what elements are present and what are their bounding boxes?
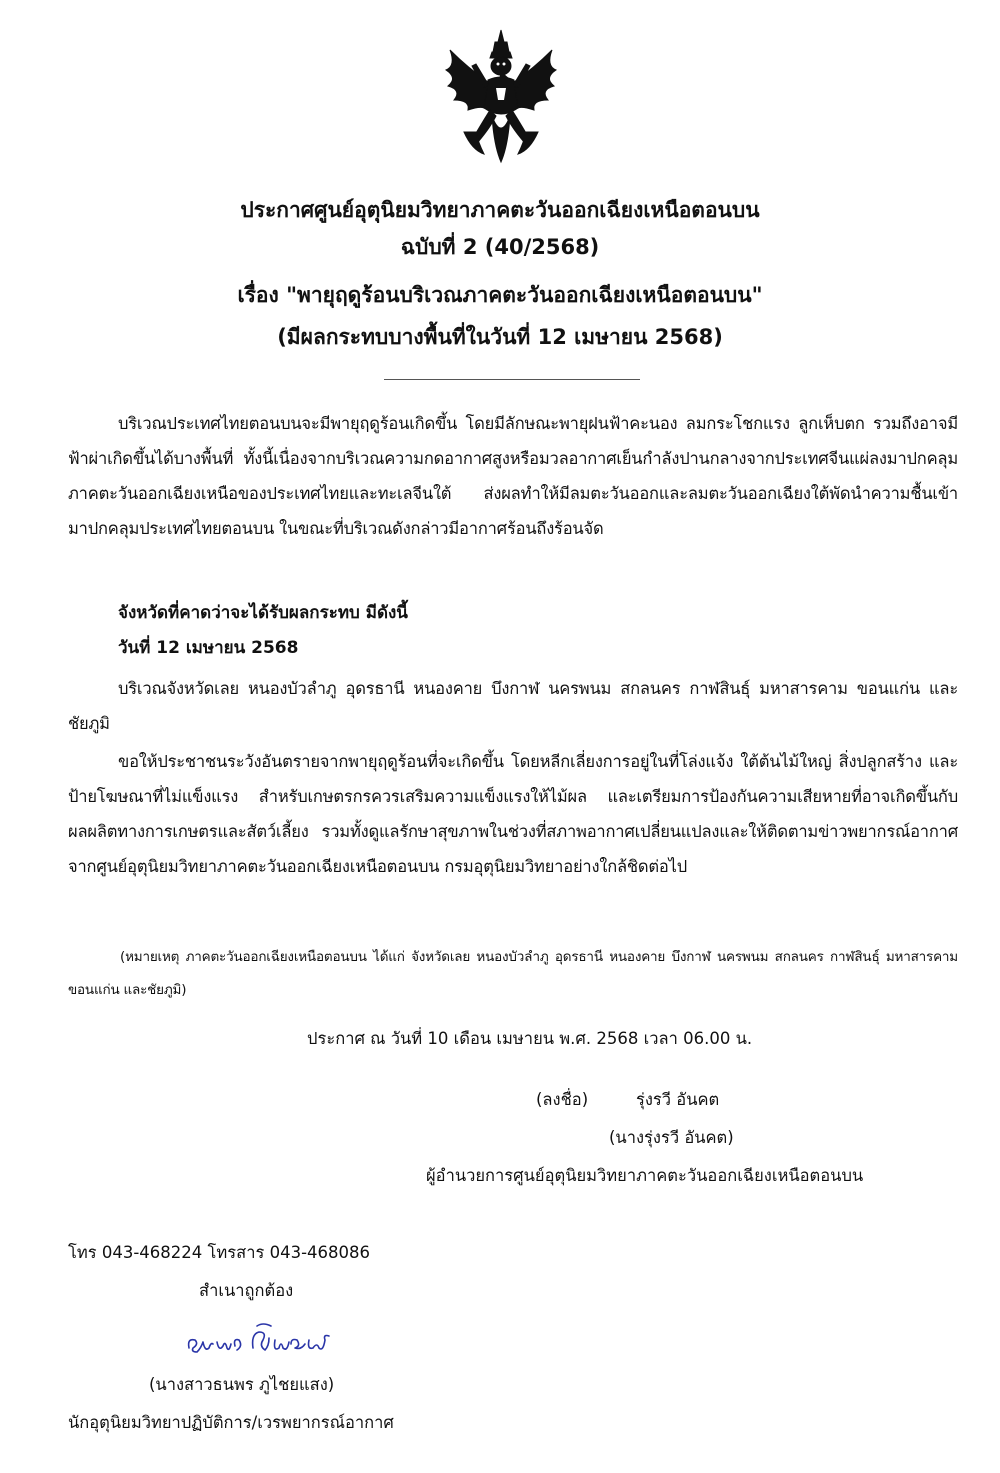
announcement-title: ประกาศศูนย์อุตุนิยมวิทยาภาคตะวันออกเฉียงเหนือตอนบน [240,198,760,222]
copy-certifier-position: นักอุตุนิยมวิทยาปฏิบัติการ/เวรพยากรณ์อากาศ [68,1413,394,1432]
issue-number: ฉบับที่ 2 (40/2568) [400,235,600,259]
announcement-subject: เรื่อง "พายุฤดูร้อนบริเวณภาคตะวันออกเฉียงเหนือตอนบน" [237,283,763,307]
weather-description-paragraph: บริเวณประเทศไทยตอนบนจะมีพายุฤดูร้อนเกิดขึ้น โดยมีลักษณะพายุฝนฟ้าคะนอง ลมกระโชกแรง ลูกเห็บตก รวมถึงอาจมีฟ้าผ่าเกิดขึ้นได้บางพื้นที่ ทั้งนี้เนื่องจากบริเวณความกดอากาศสูงหรือมวลอากาศเย็นกำลังปานกลางจากประเทศจีนแผ่ลงมาปกคลุมภาคตะวันออกเฉียงเหนือของประเทศไทยและทะเลจีนใต้ ส่งผลทำให้มีลมตะวันออกและลมตะวันออกเฉียงใต้พัดนำความชื้นเข้ามาปกคลุมประเทศไทยตอนบน ในขณะที่บริเวณดังกล่าวมีอากาศร้อนถึงร้อนจัด [68,414,958,538]
region-note: (หมายเหตุ ภาคตะวันออกเฉียงเหนือตอนบน ได้แก่ จังหวัดเลย หนองบัวลำภู อุดรธานี หนองคาย บึงกาฬ นครพนม สกลนคร กาฬสินธุ์ มหาสารคาม ขอนแก่น และชัยภูมิ) [68,949,959,998]
affected-provinces-paragraph: บริเวณจังหวัดเลย หนองบัวลำภู อุดรธานี หนองคาย บึงกาฬ นครพนม สกลนคร กาฬสินธุ์ มหาสารคาม ขอนแก่น และชัยภูมิ [68,679,958,733]
certified-copy-label: สำเนาถูกต้อง [199,1281,294,1300]
signatory-position: ผู้อำนวยการศูนย์อุตุนิยมวิทยาภาคตะวันออกเฉียงเหนือตอนบน [426,1166,864,1185]
affected-provinces-heading: จังหวัดที่คาดว่าจะได้รับผลกระทบ มีดังนี้ [118,603,408,623]
public-advice-paragraph: ขอให้ประชาชนระวังอันตรายจากพายุฤดูร้อนที่จะเกิดขึ้น โดยหลีกเลี่ยงการอยู่ในที่โล่งแจ้ง ใต้ต้นไม้ใหญ่ สิ่งปลูกสร้าง และป้ายโฆษณาที่ไม่แข็งแรง สำหรับเกษตรกรควรเสริมความแข็งแรงให้ไม้ผล และเตรียมการป้องกันความเสียหายที่อาจเกิดขึ้นกับผลผลิตทางการเกษตรและสัตว์เลี้ยง รวมทั้งดูแลรักษาสุขภาพในช่วงที่สภาพอากาศเปลี่ยนแปลงและให้ติดตามข่าวพยากรณ์อากาศจากศูนย์อุตุนิยมวิทยาภาคตะวันออกเฉียงเหนือตอนบน กรมอุตุนิยมวิทยาอย่างใกล้ชิดต่อไป [68,752,958,876]
signed-label: (ลงชื่อ) [536,1090,589,1109]
effect-date-line: (มีผลกระทบบางพื้นที่ในวันที่ 12 เมษายน 2568) [277,325,723,349]
header-divider [384,379,640,380]
copy-certifier-name: (นางสาวธนพร ภูไชยแสง) [149,1375,335,1394]
signatory-printed-name: (นางรุ่งรวี อันคต) [609,1128,734,1147]
handwritten-signature [183,1318,333,1360]
affected-date-heading: วันที่ 12 เมษายน 2568 [118,638,299,658]
contact-phone-fax: โทร 043-468224 โทรสาร 043-468086 [68,1243,371,1262]
garuda-emblem-icon [438,28,564,168]
announcement-date: ประกาศ ณ วันที่ 10 เดือน เมษายน พ.ศ. 2568 เวลา 06.00 น. [307,1029,753,1048]
signed-name: รุ่งรวี อันคต [636,1090,720,1109]
